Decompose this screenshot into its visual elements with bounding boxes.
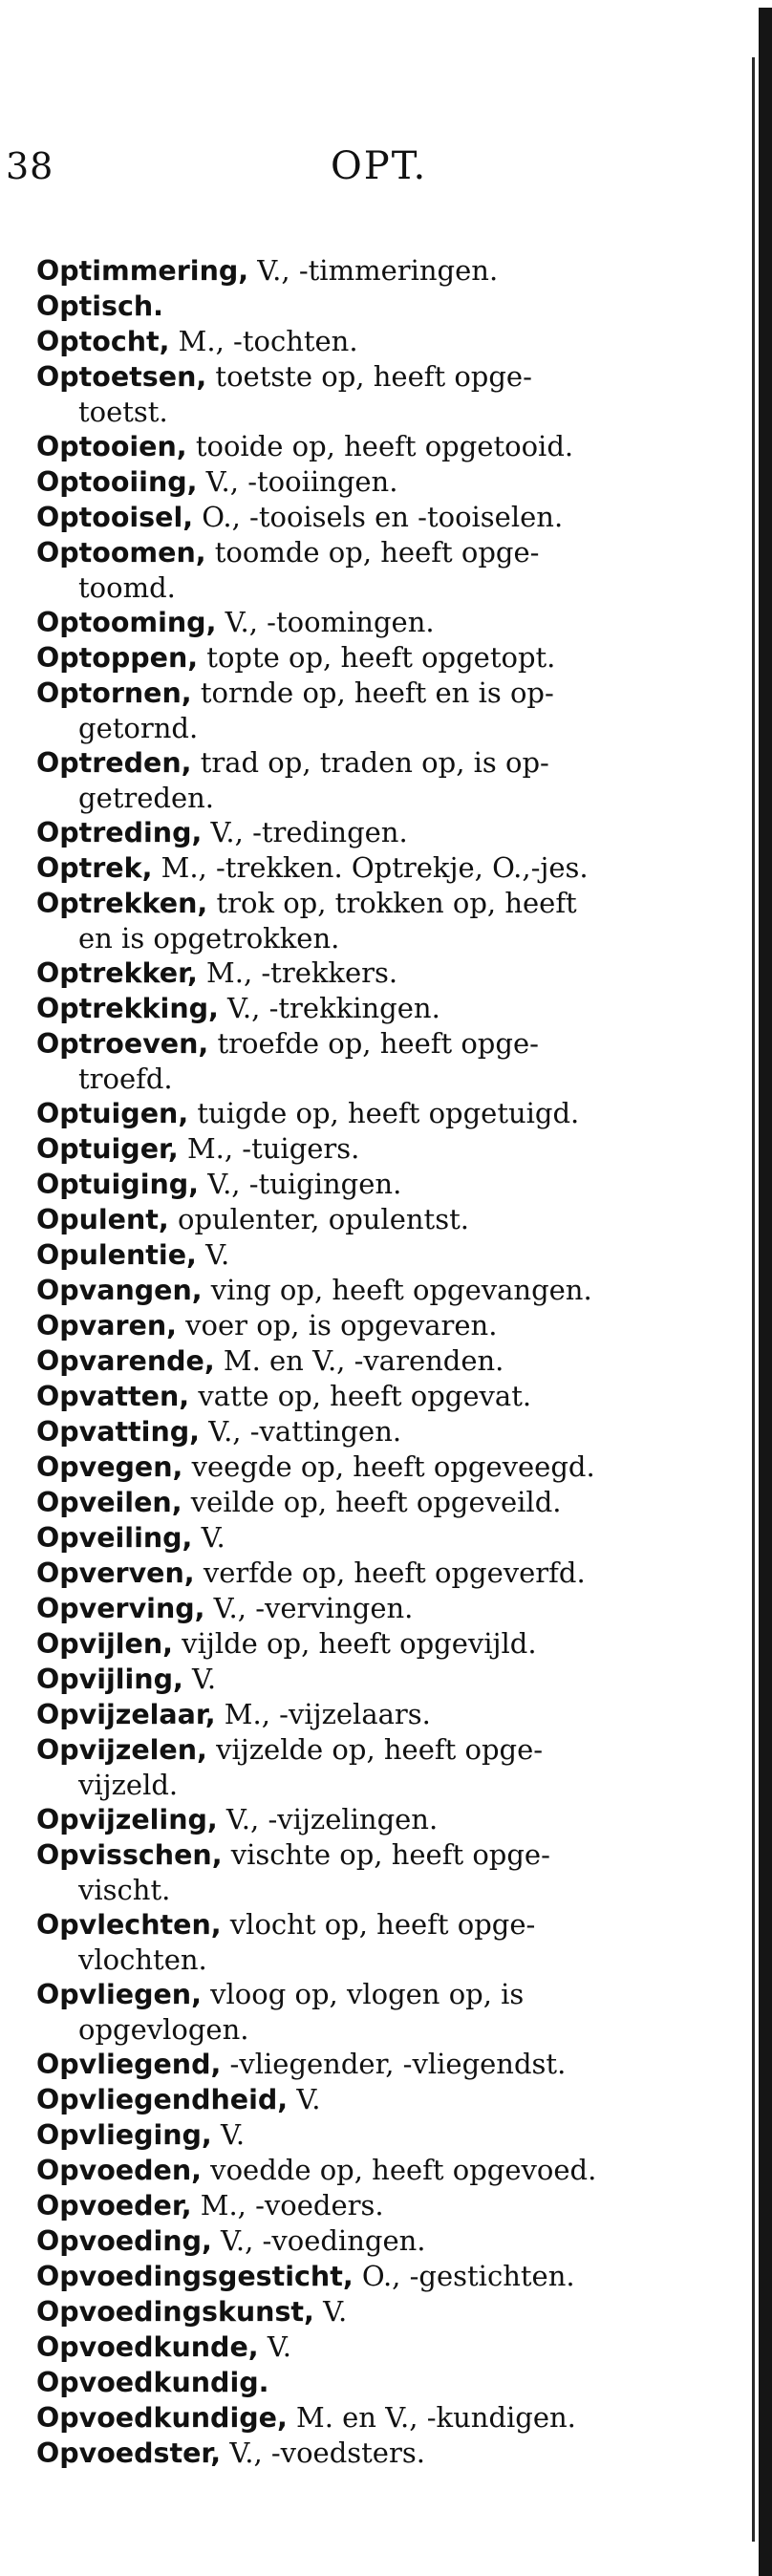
entry-headword: Optrekking, <box>36 993 219 1024</box>
dictionary-entry <box>36 605 730 640</box>
entry-definition: verfde op, heeft opgeverfd. <box>194 1556 586 1589</box>
entry-definition: veegde op, heeft opgeveegd. <box>182 1450 595 1483</box>
dictionary-entry <box>36 850 730 886</box>
entry-definition: V., -trekkingen. <box>218 992 440 1024</box>
entry-definition: vloog op, vlogen op, is <box>201 1978 525 2010</box>
dictionary-entry <box>36 1131 730 1167</box>
running-head: OPT. <box>331 144 428 188</box>
entry-definition: V. <box>182 1663 217 1695</box>
entry-definition: tornde op, heeft en is op- <box>191 676 554 709</box>
entry-definition: M., -tochten. <box>169 325 358 357</box>
entry-continuation: getornd. <box>78 712 199 744</box>
entry-continuation: vijzeld. <box>78 1769 179 1801</box>
dictionary-entry <box>36 1237 730 1273</box>
entry-definition: veilde op, heeft opgeveild. <box>182 1486 562 1518</box>
entry-headword: Opvegen, <box>36 1451 183 1483</box>
dictionary-entry <box>36 2365 730 2400</box>
dictionary-entry <box>36 1837 730 1907</box>
dictionary-entry <box>36 1662 730 1697</box>
entry-headword: Opvijlen, <box>36 1628 173 1660</box>
dictionary-entry <box>36 1414 730 1449</box>
entry-definition: O., -gestichten. <box>353 2260 575 2292</box>
entry-headword: Optuiger, <box>36 1133 179 1165</box>
dictionary-entry <box>36 676 730 745</box>
dictionary-entry <box>36 289 730 324</box>
dictionary-entry <box>36 2047 730 2082</box>
entry-headword: Opverving, <box>36 1593 205 1624</box>
entry-headword: Opvijzelaar, <box>36 1699 216 1730</box>
entry-definition: V., -voedingen. <box>211 2224 426 2257</box>
dictionary-entry <box>36 2117 730 2153</box>
entry-definition: M., -trekken. Optrekje, O.,-jes. <box>152 851 589 884</box>
entry-headword: Opvoeder, <box>36 2190 192 2222</box>
entry-headword: Opvoedingsgesticht, <box>36 2261 354 2292</box>
entry-definition: V., -vervingen. <box>204 1592 414 1624</box>
entry-headword: Optuiging, <box>36 1169 199 1200</box>
dictionary-entry <box>36 1308 730 1343</box>
entry-headword: Opvangen, <box>36 1275 203 1306</box>
entry-headword: Optooien, <box>36 431 187 462</box>
entry-headword: Opvijzeling, <box>36 1804 218 1835</box>
entry-definition: topte op, heeft opgetopt. <box>198 641 556 674</box>
entry-definition: M. en V., -kundigen. <box>287 2401 576 2434</box>
entry-headword: Opvliegen, <box>36 1979 202 2010</box>
entry-headword: Opvoedkunde, <box>36 2331 259 2363</box>
dictionary-entry <box>36 1802 730 1837</box>
dictionary-entry <box>36 324 730 359</box>
entry-headword: Opvoedkundig. <box>36 2367 269 2398</box>
dictionary-entry <box>36 815 730 850</box>
entry-definition: tuigde op, heeft opgetuigd. <box>188 1097 580 1129</box>
entry-headword: Optreding, <box>36 817 203 848</box>
entry-headword: Optreden, <box>36 747 192 779</box>
dictionary-entry <box>36 2294 730 2329</box>
entry-definition: O., -tooisels en -tooiselen. <box>193 501 564 533</box>
entry-headword: Opvoedster, <box>36 2437 222 2469</box>
entry-continuation: en is opgetrokken. <box>78 922 340 955</box>
entry-headword: Optornen, <box>36 677 192 709</box>
entry-definition: V., -voedsters. <box>221 2436 425 2469</box>
dictionary-entry <box>36 1732 730 1802</box>
dictionary-entry <box>36 1449 730 1485</box>
dictionary-entry <box>36 535 730 605</box>
entry-headword: Optuigen, <box>36 1098 189 1129</box>
entry-headword: Opveiling, <box>36 1522 193 1554</box>
entry-headword: Opvijling, <box>36 1664 183 1695</box>
entry-headword: Opvatten, <box>36 1381 190 1412</box>
entry-headword: Opvaren, <box>36 1310 177 1342</box>
entry-headword: Opvijzelen, <box>36 1734 207 1766</box>
entry-headword: Optoomen, <box>36 537 206 569</box>
dictionary-entry <box>36 1485 730 1520</box>
entry-definition: voedde op, heeft opgevoed. <box>201 2154 597 2186</box>
entry-headword: Opvatting, <box>36 1416 200 1448</box>
dictionary-entry <box>36 745 730 815</box>
entry-definition: toomde op, heeft opge- <box>205 536 540 569</box>
dictionary-entry <box>36 1907 730 1977</box>
page-number: 38 <box>6 145 54 187</box>
entry-headword: Optocht, <box>36 326 170 357</box>
entry-definition: V. <box>288 2083 321 2115</box>
entry-headword: Opvliegendheid, <box>36 2084 289 2115</box>
dictionary-entry <box>36 955 730 991</box>
entry-headword: Opvarende, <box>36 1345 215 1377</box>
entry-headword: Optimmering, <box>36 255 249 287</box>
dictionary-entry <box>36 1556 730 1591</box>
dictionary-entries <box>36 253 730 2471</box>
entry-continuation: vischt. <box>78 1874 171 1906</box>
dictionary-entry <box>36 500 730 535</box>
dictionary-entry <box>36 429 730 464</box>
entry-headword: Opulent, <box>36 1204 169 1235</box>
entry-headword: Opvisschen, <box>36 1839 223 1871</box>
entry-definition: V. <box>211 2118 246 2151</box>
entry-definition: vlocht op, heeft opge- <box>221 1908 536 1941</box>
dictionary-entry <box>36 1273 730 1308</box>
entry-definition: V., -tuigingen. <box>199 1168 402 1200</box>
dictionary-entry <box>36 2153 730 2188</box>
entry-definition: V. <box>258 2330 291 2363</box>
entry-headword: Opvoeden, <box>36 2155 202 2186</box>
entry-headword: Optrek, <box>36 852 153 884</box>
entry-headword: Optrekken, <box>36 888 208 919</box>
dictionary-entry <box>36 1977 730 2047</box>
entry-definition: ving op, heeft opgevangen. <box>202 1274 592 1306</box>
entry-definition: V. <box>313 2295 348 2328</box>
entry-continuation: toetst. <box>78 396 168 428</box>
entry-definition: M. en V., -varenden. <box>214 1344 504 1377</box>
dictionary-entry <box>36 464 730 500</box>
entry-definition: vijlde op, heeft opgevijld. <box>172 1627 537 1660</box>
entry-headword: Optooming, <box>36 607 217 638</box>
dictionary-entry <box>36 2400 730 2436</box>
dictionary-entry <box>36 1202 730 1237</box>
entry-definition: vijzelde op, heeft opge- <box>206 1733 544 1766</box>
entry-headword: Optisch. <box>36 290 163 322</box>
dictionary-entry <box>36 1026 730 1096</box>
entry-definition: voer op, is opgevaren. <box>176 1309 498 1342</box>
entry-definition: M., -trekkers. <box>197 956 398 989</box>
entry-definition: M., -voeders. <box>191 2189 384 2222</box>
dictionary-entry <box>36 1520 730 1556</box>
entry-definition: M., -tuigers. <box>178 1132 360 1165</box>
entry-continuation: getreden. <box>78 782 215 814</box>
dictionary-entry <box>36 2223 730 2259</box>
dictionary-entry <box>36 1697 730 1732</box>
entry-definition: M., -vijzelaars. <box>215 1698 431 1730</box>
entry-definition: toetste op, heeft opge- <box>206 360 532 393</box>
page-header <box>0 141 726 191</box>
entry-headword: Opvliegend, <box>36 2049 222 2080</box>
dictionary-entry <box>36 2329 730 2365</box>
dictionary-entry <box>36 886 730 955</box>
entry-headword: Optooiing, <box>36 466 198 498</box>
dictionary-entry <box>36 1167 730 1202</box>
entry-definition: vischte op, heeft opge- <box>222 1838 550 1871</box>
entry-definition: tooide op, heeft opgetooid. <box>186 430 574 462</box>
entry-headword: Optooisel, <box>36 502 194 533</box>
entry-definition: V., -vijzelingen. <box>217 1803 439 1835</box>
entry-headword: Opveilen, <box>36 1487 182 1518</box>
dictionary-entry <box>36 1591 730 1626</box>
entry-definition: V., -tooiingen. <box>197 465 398 498</box>
entry-continuation: troefd. <box>78 1063 173 1095</box>
entry-definition: vatte op, heeft opgevat. <box>189 1380 532 1412</box>
dictionary-entry <box>36 640 730 676</box>
dictionary-entry <box>36 2259 730 2294</box>
entry-continuation: toomd. <box>78 571 176 604</box>
entry-definition: trok op, trokken op, heeft <box>207 887 577 919</box>
dictionary-entry <box>36 2082 730 2117</box>
entry-continuation: vlochten. <box>78 1943 207 1976</box>
dictionary-entry <box>36 359 730 429</box>
dictionary-entry <box>36 1626 730 1662</box>
entry-headword: Optoetsen, <box>36 361 207 393</box>
entry-definition: opulenter, opulentst. <box>168 1203 469 1235</box>
dictionary-entry <box>36 253 730 289</box>
entry-headword: Opvlechten, <box>36 1909 222 1941</box>
entry-definition: -vliegender, -vliegendst. <box>221 2048 567 2080</box>
dictionary-entry <box>36 1379 730 1414</box>
entry-headword: Optrekker, <box>36 957 198 989</box>
entry-definition: V., -tredingen. <box>202 816 408 848</box>
dictionary-entry <box>36 1096 730 1131</box>
entry-headword: Opvoedkundige, <box>36 2402 288 2434</box>
entry-definition: V., -timmeringen. <box>248 254 499 287</box>
dictionary-entry <box>36 2436 730 2471</box>
entry-continuation: opgevlogen. <box>78 2013 249 2046</box>
entry-definition: V., -toomingen. <box>216 606 435 638</box>
entry-definition: V., -vattingen. <box>199 1415 402 1448</box>
entry-headword: Opulentie, <box>36 1239 197 1271</box>
entry-headword: Optoppen, <box>36 642 199 674</box>
entry-headword: Opverven, <box>36 1557 195 1589</box>
entry-headword: Optroeven, <box>36 1028 209 1060</box>
entry-headword: Opvoeding, <box>36 2225 212 2257</box>
entry-headword: Opvoedingskunst, <box>36 2296 314 2328</box>
entry-definition: trad op, traden op, is op- <box>191 746 549 779</box>
entry-definition: V. <box>196 1238 230 1271</box>
page-edge-line <box>752 57 755 2542</box>
entry-definition: V. <box>192 1521 225 1554</box>
page-edge-shadow <box>759 8 772 2576</box>
dictionary-entry <box>36 2188 730 2223</box>
entry-headword: Opvlieging, <box>36 2119 212 2151</box>
dictionary-entry <box>36 991 730 1026</box>
entry-definition: troefde op, heeft opge- <box>208 1027 539 1060</box>
dictionary-entry <box>36 1343 730 1379</box>
